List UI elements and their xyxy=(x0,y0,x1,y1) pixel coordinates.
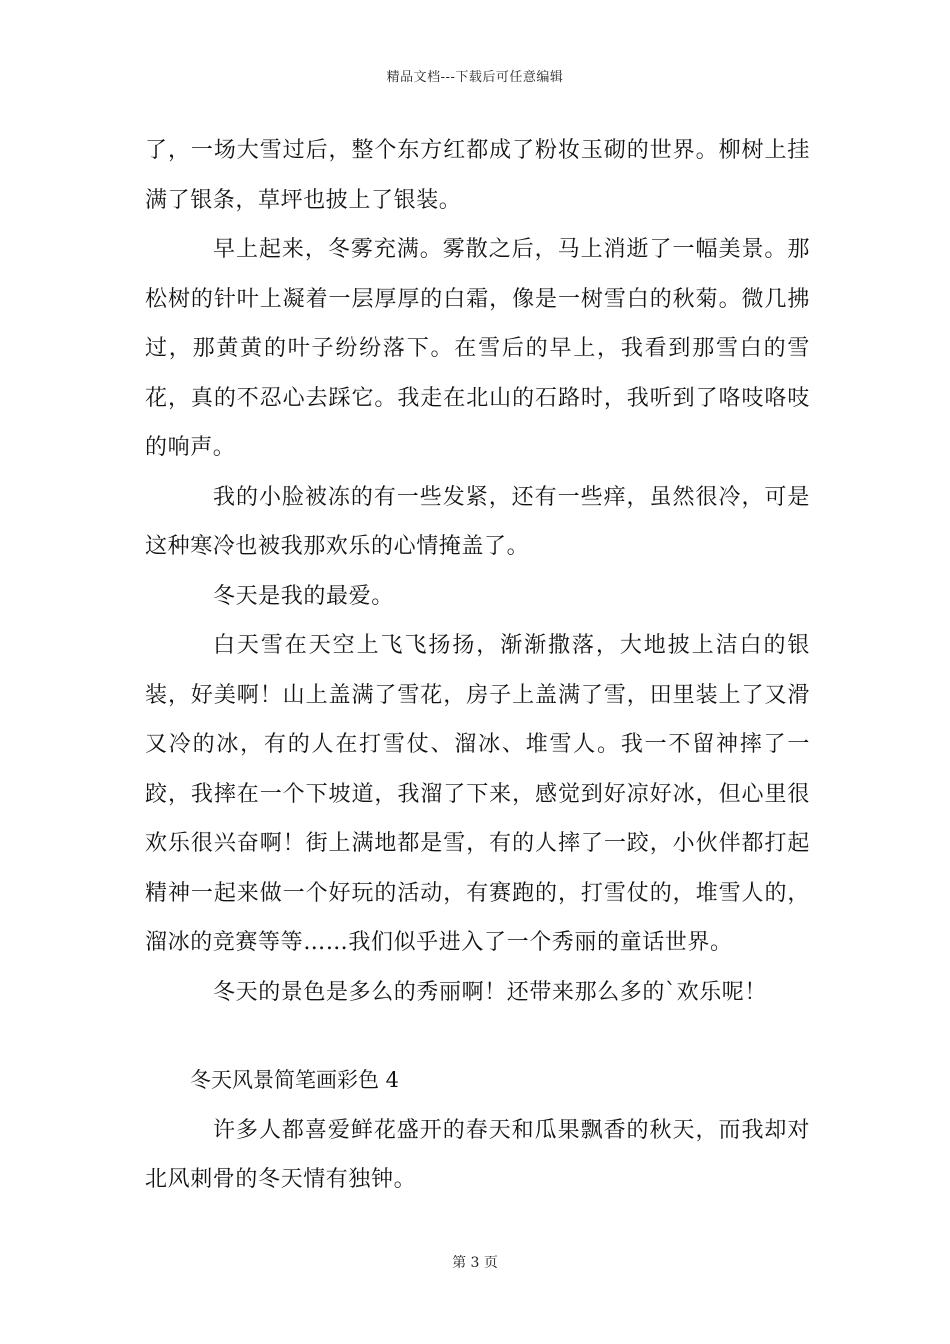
page-number: 第 3 页 xyxy=(452,1255,498,1271)
paragraph-cold-face: 我的小脸被冻的有一些发紧，还有一些痒，虽然很冷，可是这种寒冷也被我那欢乐的心情掩盖了。 xyxy=(145,484,810,559)
paragraph-continued: 了，一场大雪过后，整个东方红都成了粉妆玉砌的世界。柳树上挂满了银条，草坪也披上了银装。 xyxy=(145,138,810,213)
paragraph-snow-day: 白天雪在天空上飞飞扬扬，渐渐撒落，大地披上洁白的银装，好美啊！山上盖满了雪花，房子上盖满了雪，田里装上了又滑又冷的冰，有的人在打雪仗、溜冰、堆雪人。我一不留神摔了一跤，我摔在一个下坡道，我溜了下来，感觉到好凉好冰，但心里很欢乐很兴奋啊！街上满地都是雪，有的人摔了一跤，小伙伴都打起精神一起来做一个好玩的活动，有赛跑的，打雪仗的，堆雪人的，溜冰的竞赛等等……我们似乎进入了一个秀丽的童话世界。 xyxy=(145,633,810,955)
section-heading: 冬天风景简笔画彩色 4 xyxy=(190,1068,400,1092)
paragraph-favorite-winter: 冬天是我的最爱。 xyxy=(213,583,394,609)
document-body xyxy=(145,126,810,1205)
paragraph-morning-fog: 早上起来，冬雾充满。雾散之后，马上消逝了一幅美景。那松树的针叶上凝着一层厚厚的白霜，像是一树雪白的秋菊。微几拂过，那黄黄的叶子纷纷落下。在雪后的早上，我看到那雪白的雪花，真的不忍心去踩它。我走在北山的石路时，我听到了咯吱咯吱的响声。 xyxy=(145,237,810,460)
paragraph-section-intro: 许多人都喜爱鲜花盛开的春天和瓜果飘香的秋天，而我却对北风刺骨的冬天情有独钟。 xyxy=(145,1117,810,1192)
page-header: 精品文档---下载后可任意编辑 xyxy=(386,70,564,85)
paragraph-winter-scenery: 冬天的景色是多么的秀丽啊！还带来那么多的`欢乐呢！ xyxy=(213,979,768,1005)
